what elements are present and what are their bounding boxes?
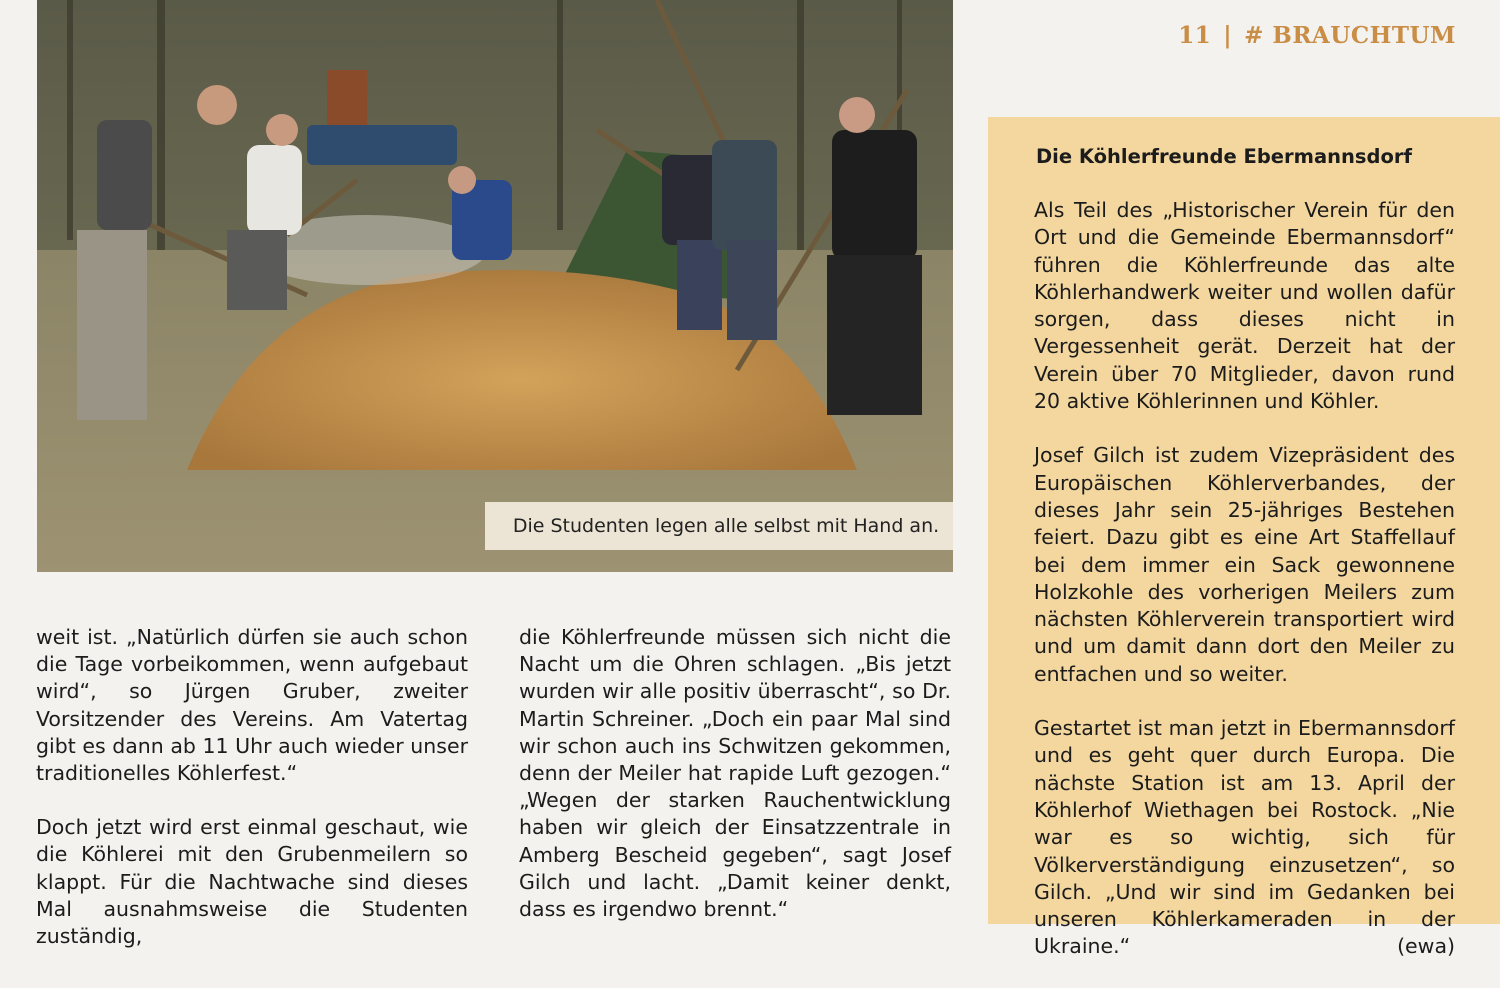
article-column-1 (36, 624, 468, 977)
info-paragraph: Als Teil des „Historischer Verein für den Ort und die Gemeinde Ebermannsdorf“ führen die Köhlerfreunde das alte Köhlerhandwerk weiter und wollen dafür sorgen, dass dieses nicht in Vergessenheit gerät. Derzeit hat der Verein über 70 Mitglieder, davon rund 20 aktive Köhlerinnen und Köhler. (1034, 198, 1455, 414)
info-paragraph-text: Gestartet ist man jetzt in Ebermannsdorf und es geht quer durch Europa. Die nächste Station ist am 13. April der Köhlerhof Wiethagen bei Rostock. „Nie war es so wichtig, sich für Völkerverständigung einzusetzen“, so Gilch. „Und wir sind im Gedanken bei unseren Köhlerkameraden in der Ukraine.“ (1034, 716, 1455, 959)
info-box-body (1034, 197, 1455, 988)
article-paragraph: weit ist. „Natürlich dürfen sie auch schon die Tage vorbeikommen, wenn aufgebaut wird“, so Jürgen Gruber, zweiter Vorsitzender des Vereins. Am Vatertag gibt es dann ab 11 Uhr auch wieder unser traditionelles Köhlerfest.“ (36, 625, 468, 786)
article-paragraph: die Köhlerfreunde müssen sich nicht die Nacht um die Ohren schlagen. „Bis jetzt wurden wir alle positiv überrascht“, so Dr. Martin Schreiner. „Doch ein paar Mal sind wir schon auch ins Schwitzen gekommen, denn der Meiler hat rapide Luft gezogen.“ „Wegen der starken Rauchentwicklung haben wir gleich der Einsatzzentrale in Amberg Bescheid gegeben“, sagt Josef Gilch und lacht. „Damit keiner denkt, dass es irgendwo brennt.“ (519, 625, 951, 922)
article-column-2 (519, 624, 951, 950)
page-number: 11 (1178, 22, 1212, 49)
photo-illustration (37, 0, 953, 572)
article-photo (37, 0, 953, 572)
header-separator: | (1223, 22, 1233, 49)
article-paragraph: Doch jetzt wird erst einmal geschaut, wie die Köhlerei mit den Grubenmeilern so klappt. Für die Nachtwache sind dieses Mal ausnahmsweise die Studenten zuständig, (36, 815, 468, 949)
photo-caption: Die Studenten legen alle selbst mit Hand an. (485, 502, 953, 550)
info-box (988, 117, 1500, 959)
page-header (1178, 22, 1456, 49)
section-label: # BRAUCHTUM (1244, 22, 1456, 49)
info-box-title: Die Köhlerfreunde Ebermannsdorf (1036, 145, 1412, 168)
info-paragraph: Josef Gilch ist zudem Vizepräsident des Europäischen Köhlerverbandes, der dieses Jahr sein 25-jähriges Bestehen feiert. Dazu gibt es eine Art Staffellauf bei dem immer ein Sack gewonnene Holzkohle des vorherigen Meilers zum nächsten Köhlerverein transportiert wird und um damit dann dort den Meiler zu entfachen und so weiter. (1034, 443, 1455, 686)
author-signature: (ewa) (1397, 934, 1455, 959)
